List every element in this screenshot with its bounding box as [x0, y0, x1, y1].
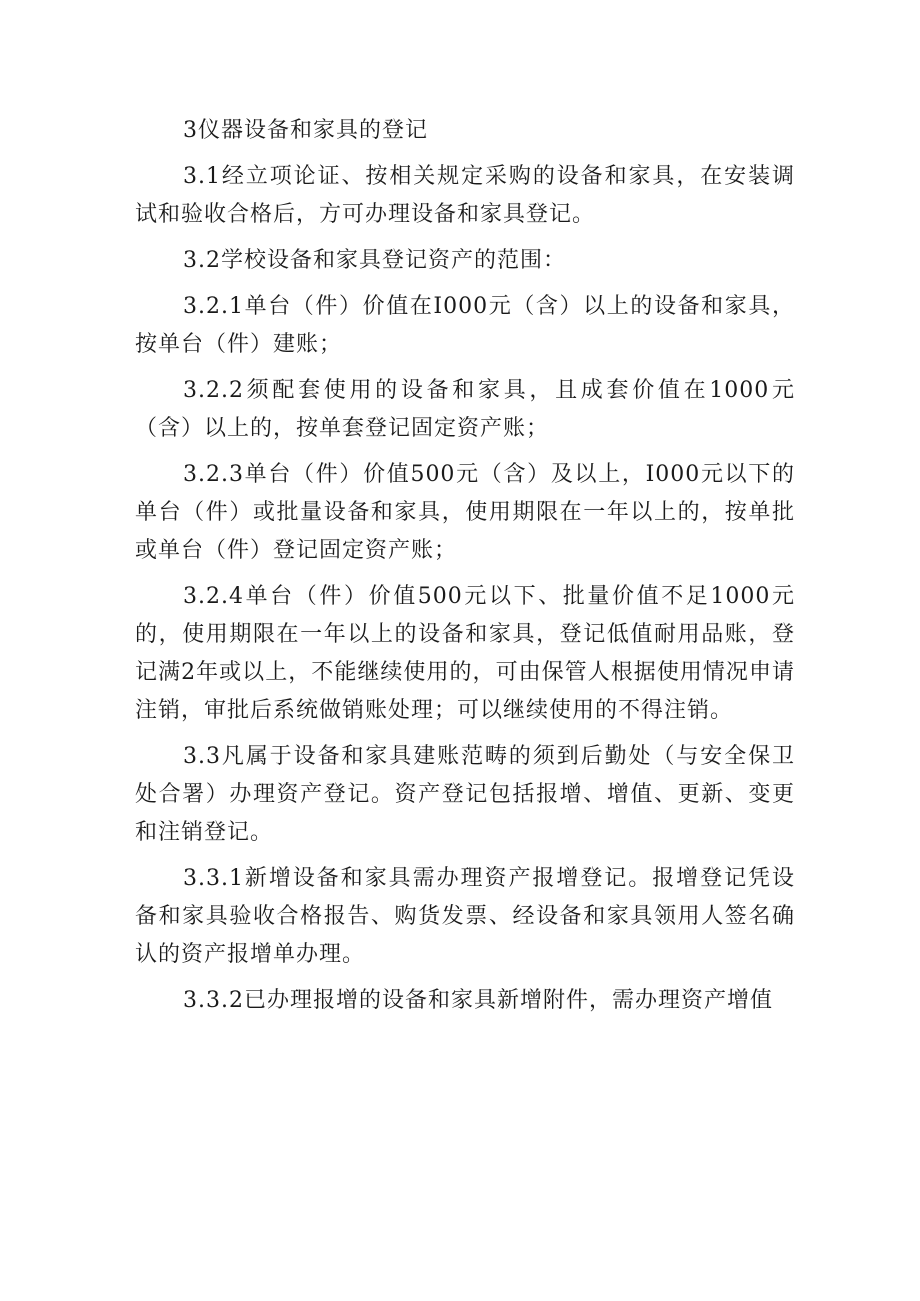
paragraph-3-2-1: 3.2.1单台（件）价值在I000元（含）以上的设备和家具，按单台（件）建账；: [135, 294, 795, 357]
paragraph-3-2-4: 3.2.4单台（件）价值500元以下、批量价值不足1000元的，使用期限在一年以上的设备和家具，登记低值耐用品账，登记满2年或以上，不能继续使用的，可由保管人根据使用情况申请注销，审批后系统做销账处理；可以继续使用的不得注销。: [135, 584, 795, 723]
paragraph-3-2: 3.2学校设备和家具登记资产的范围：: [183, 248, 566, 273]
paragraph-3-2-3: 3.2.3单台（件）价值500元（含）及以上，I000元以下的单台（件）或批量设备和家具，使用期限在一年以上的，按单批或单台（件）登记固定资产账；: [135, 462, 795, 563]
paragraph-3-1: 3.1经立项论证、按相关规定采购的设备和家具，在安装调试和验收合格后，方可办理设备和家具登记。: [135, 164, 795, 227]
paragraph-3-3: 3.3凡属于设备和家具建账范畴的须到后勤处（与安全保卫处合署）办理资产登记。资产登记包括报增、增值、更新、变更和注销登记。: [135, 744, 795, 845]
paragraph-3-3-1: 3.3.1新增设备和家具需办理资产报增登记。报增登记凭设备和家具验收合格报告、购货发票、经设备和家具领用人签名确认的资产报增单办理。: [135, 866, 795, 967]
section-heading: 3仪器设备和家具的登记: [183, 118, 428, 143]
document-body: [135, 112, 795, 1028]
paragraph-3-3-2: 3.3.2已办理报增的设备和家具新增附件，需办理资产增值: [183, 988, 773, 1013]
paragraph-3-2-2: 3.2.2须配套使用的设备和家具，且成套价值在1000元（含）以上的，按单套登记固定资产账；: [135, 378, 795, 441]
